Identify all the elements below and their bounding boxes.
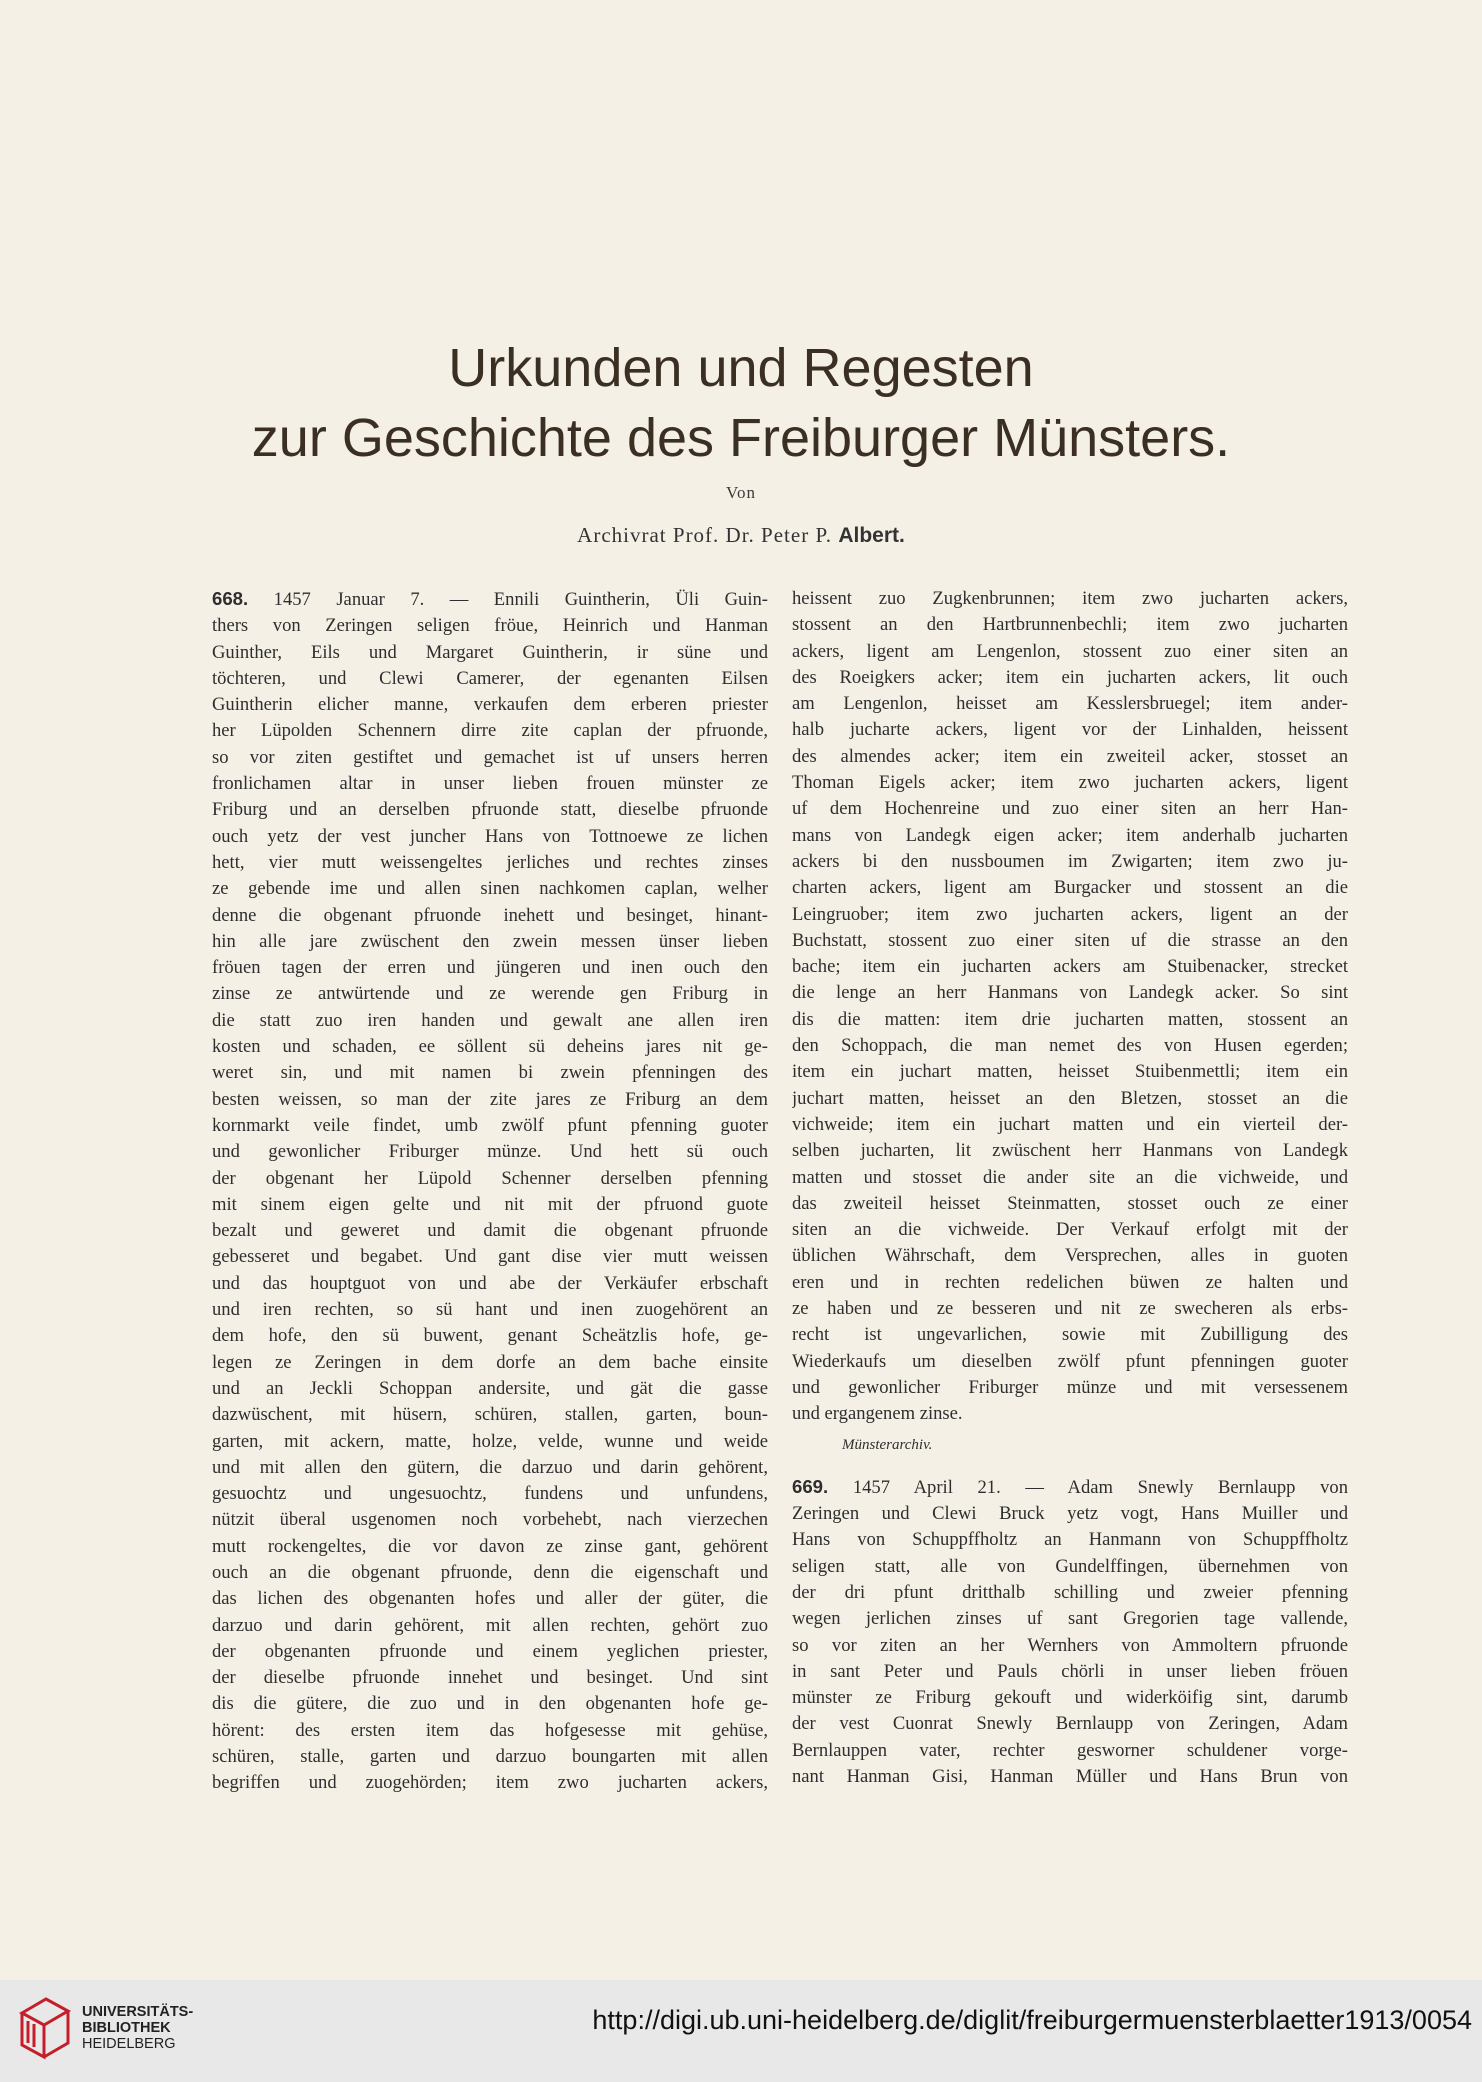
text-line: töchteren, und Clewi Camerer, der egenanten Eilsen: [212, 667, 768, 689]
text-column-right: [792, 586, 1348, 1790]
text-line: das zweiteil heisset Steinmatten, stosset ouch ze einer: [792, 1192, 1348, 1214]
text-line: so vor ziten gestiftet und gemachet ist uf unsers herren: [212, 746, 768, 768]
page-title: [0, 333, 1482, 473]
entry-number: 669.: [792, 1475, 829, 1497]
text-column-left: [212, 586, 768, 1797]
text-line: und mit allen den gütern, die darzuo und darin gehörent,: [212, 1456, 768, 1478]
text-line: der dieselbe pfruonde innehet und besinget. Und sint: [212, 1667, 768, 1689]
author-line: [0, 523, 1482, 548]
entry-number: 668.: [212, 588, 249, 609]
text-line: der vest Cuonrat Snewly Bernlaupp von Zeringen, Adam: [792, 1713, 1348, 1735]
author-name: Albert.: [838, 524, 905, 547]
entry-first-line: [212, 586, 768, 613]
text-line: besten weissen, so man der zite jares ze Friburg an dem: [212, 1088, 768, 1110]
text-line: gesuochtz und ungesuochtz, fundens und unfundens,: [212, 1483, 768, 1505]
text-line: hin alle jare zwüschent den zwein messen ünser lieben: [212, 930, 768, 952]
text-line: thers von Zeringen seligen fröue, Heinrich und Hanman: [212, 615, 768, 637]
text-line: darzuo und darin gehörent, mit allen rechten, gehört zuo: [212, 1614, 768, 1636]
title-line-1: Urkunden und Regesten: [448, 338, 1034, 398]
text-line: dazwüschent, mit hüsern, schüren, stallen, garten, boun-: [212, 1404, 768, 1426]
text-line: gebesseret und begabet. Und gant dise vier mutt weissen: [212, 1246, 768, 1268]
text-line: üblichen Währschaft, dem Versprechen, alles in guoten: [792, 1245, 1348, 1267]
text-line: weret sin, und mit namen bi zwein pfenningen des: [212, 1062, 768, 1084]
text-line: charten ackers, ligent am Burgacker und stossent an die: [792, 877, 1348, 899]
text-line: und gewonlicher Friburger münze. Und hett sü ouch: [212, 1141, 768, 1163]
library-line-2: BIBLIOTHEK: [82, 2020, 171, 2036]
text-line: denne die obgenant pfruonde inehett und besinget, hinant-: [212, 904, 768, 926]
book-logo-icon: [16, 1993, 74, 2063]
text-line: ouch yetz der vest juncher Hans von Tottnoewe ze lichen: [212, 825, 768, 847]
source-url[interactable]: http://digi.ub.uni-heidelberg.de/diglit/freiburgermuensterblaetter1913/0054: [592, 2005, 1472, 2035]
text-line: Thoman Eigels acker; item zwo jucharten ackers, ligent: [792, 772, 1348, 794]
text-line: mans von Landegk eigen acker; item anderhalb jucharten: [792, 824, 1348, 846]
text-line: matten und stosset die ander site an die vichweide, und: [792, 1166, 1348, 1188]
text-line: nant Hanman Gisi, Hanman Müller und Hans Brun von: [792, 1766, 1348, 1788]
byline-von: Von: [725, 483, 757, 502]
text-line: begriffen und zuogehörden; item zwo jucharten ackers,: [212, 1772, 768, 1794]
source-note: Münsterarchiv.: [842, 1436, 933, 1453]
text-line: stossent an den Hartbrunnenbechli; item zwo jucharten: [792, 614, 1348, 636]
text-line: Guintherin elicher manne, verkaufen dem erberen priester: [212, 694, 768, 716]
text-line: schüren, stalle, garten und darzuo boungarten mit allen: [212, 1746, 768, 1768]
text-line: wegen jerlichen zinses uf sant Gregorien tage vallende,: [792, 1608, 1348, 1630]
text-line: Zeringen und Clewi Bruck yetz vogt, Hans Muiller und: [792, 1503, 1348, 1525]
text-line: dis die matten: item drie jucharten matten, stossent an: [792, 1008, 1348, 1030]
line-text: und ergangenem zinse.: [792, 1403, 963, 1425]
text-line: [792, 1401, 1348, 1427]
text-line: her Lüpolden Schennern dirre zite caplan der pfruonde,: [212, 720, 768, 742]
author-prefix: Archivrat Prof. Dr. Peter P.: [577, 523, 839, 547]
text-line: die lenge an herr Hanmans von Landegk acker. So sint: [792, 982, 1348, 1004]
text-line: heissent zuo Zugkenbrunnen; item zwo jucharten ackers,: [792, 588, 1348, 609]
text-line: zinse ze antwürtende und ze werende gen Friburg in: [212, 983, 768, 1005]
text-line: Friburg und an derselben pfruonde statt, dieselbe pfruonde: [212, 799, 768, 821]
text-line: hett, vier mutt weissengeltes jerliches und rechtes zinses: [212, 851, 768, 873]
text-line: des Roeigkers acker; item ein jucharten ackers, lit ouch: [792, 666, 1348, 688]
text-line: mutt rockengeltes, die vor davon ze zinse gant, gehörent: [212, 1535, 768, 1557]
text-line: dem hofe, den sü buwent, genant Scheätzlis hofe, ge-: [212, 1325, 768, 1347]
text-line: Hans von Schuppffholtz an Hanmann von Schuppffholtz: [792, 1529, 1348, 1551]
line-text: 1457 April 21. — Adam Snewly Bernlaupp von: [828, 1476, 1348, 1498]
text-line: juchart matten, heisset an den Bletzen, stosset an die: [792, 1087, 1348, 1109]
text-line: kosten und schaden, ee söllent sü deheins jares nit ge-: [212, 1036, 768, 1058]
text-line: fröuen tagen der erren und jüngeren und inen ouch den: [212, 957, 768, 979]
text-line: die statt zuo iren handen und gewalt ane allen iren: [212, 1009, 768, 1031]
text-line: Wiederkaufs um dieselben zwölf pfunt pfenningen guoter: [792, 1350, 1348, 1372]
text-line: ouch an die obgenant pfruonde, denn die eigenschaft und: [212, 1561, 768, 1583]
text-line: ackers bi den nussboumen im Zwigarten; item zwo ju-: [792, 850, 1348, 872]
text-line: in sant Peter und Pauls chörli in unser lieben fröuen: [792, 1660, 1348, 1682]
library-name: [82, 2004, 193, 2052]
text-line: so vor ziten an her Wernhers von Ammoltern pfruonde: [792, 1634, 1348, 1656]
text-line: Leingruober; item zwo jucharten ackers, ligent an der: [792, 903, 1348, 925]
text-line: fronlichamen altar in unser lieben frouen münster ze: [212, 773, 768, 795]
text-line: ackers, ligent am Lengenlon, stossent zuo einer siten an: [792, 640, 1348, 662]
text-line: Guinther, Eils und Margaret Guintherin, ir süne und: [212, 641, 768, 663]
text-line: legen ze Zeringen in dem dorfe an dem bache einsite: [212, 1351, 768, 1373]
text-line: kornmarkt veile findet, umb zwölf pfunt pfenning guoter: [212, 1114, 768, 1136]
text-line: recht ist ungevarlichen, sowie mit Zubilligung des: [792, 1324, 1348, 1346]
text-line: mit sinem eigen gelte und nit mit der pfruond guote: [212, 1193, 768, 1215]
text-line: ze gebende ime und allen sinen nachkomen caplan, welher: [212, 878, 768, 900]
text-line: hörent: des ersten item das hofgesesse mit gehüse,: [212, 1719, 768, 1741]
text-line: und iren rechten, so sü hant und inen zuogehörent an: [212, 1299, 768, 1321]
text-line: und an Jeckli Schoppan andersite, und gät die gasse: [212, 1377, 768, 1399]
library-line-1: UNIVERSITÄTS-: [82, 2004, 194, 2020]
text-line: das lichen des obgenanten hofes und aller der güter, die: [212, 1588, 768, 1610]
text-line: vichweide; item ein juchart matten und ein vierteil der-: [792, 1113, 1348, 1135]
text-line: eren und in rechten redelichen büwen ze halten und: [792, 1271, 1348, 1293]
text-line: garten, mit ackern, matte, holze, velde, wunne und weide: [212, 1430, 768, 1452]
text-line: nützit überal usgenomen noch vorbehebt, nach vierzechen: [212, 1509, 768, 1531]
text-line: Buchstatt, stossent zuo einer siten uf die strasse an den: [792, 929, 1348, 951]
text-line: uf dem Hochenreine und zuo einer siten an herr Han-: [792, 798, 1348, 820]
text-line: seligen statt, alle von Gundelffingen, übernehmen von: [792, 1555, 1348, 1577]
text-line: und das houptguot von und abe der Verkäufer erbschaft: [212, 1272, 768, 1294]
text-line: am Lengenlon, heisset am Kesslersbruegel; item ander-: [792, 693, 1348, 715]
text-line: halb jucharte ackers, ligent vor der Linhalden, heissent: [792, 719, 1348, 741]
library-line-3: HEIDELBERG: [82, 2036, 176, 2052]
text-line: Bernlauppen vater, rechter gesworner schuldener vorge-: [792, 1739, 1348, 1761]
text-line: ze haben und ze besseren und nit ze swecheren als erbs-: [792, 1298, 1348, 1320]
text-line: des almendes acker; item ein zweiteil acker, stosset an: [792, 745, 1348, 767]
line-text: 1457 Januar 7. — Ennili Guintherin, Üli Guin-: [248, 589, 768, 610]
text-line: der dri pfunt dritthalb schilling und zweier pfenning: [792, 1581, 1348, 1603]
entry-first-line: [792, 1474, 1348, 1501]
text-line: der obgenant her Lüpold Schenner derselben pfenning: [212, 1167, 768, 1189]
text-line: selben jucharten, lit zwüschent herr Hanmans von Landegk: [792, 1140, 1348, 1162]
text-line: bache; item ein jucharten ackers am Stuibenacker, strecket: [792, 956, 1348, 978]
text-line: münster ze Friburg gekouft und widerköifig sint, darumb: [792, 1687, 1348, 1709]
text-line: der obgenanten pfruonde und einem yeglichen priester,: [212, 1640, 768, 1662]
text-line: siten an die vichweide. Der Verkauf erfolgt mit der: [792, 1219, 1348, 1241]
title-line-2: zur Geschichte des Freiburger Münsters.: [251, 408, 1231, 468]
text-line: und gewonlicher Friburger münze und mit versessenem: [792, 1376, 1348, 1398]
text-line: bezalt und geweret und damit die obgenant pfruonde: [212, 1220, 768, 1242]
text-line: dis die gütere, die zuo und in den obgenanten hofe ge-: [212, 1693, 768, 1715]
text-line: den Schoppach, die man nemet des von Husen egerden;: [792, 1035, 1348, 1057]
text-line: item ein juchart matten, heisset Stuibenmettli; item ein: [792, 1061, 1348, 1083]
